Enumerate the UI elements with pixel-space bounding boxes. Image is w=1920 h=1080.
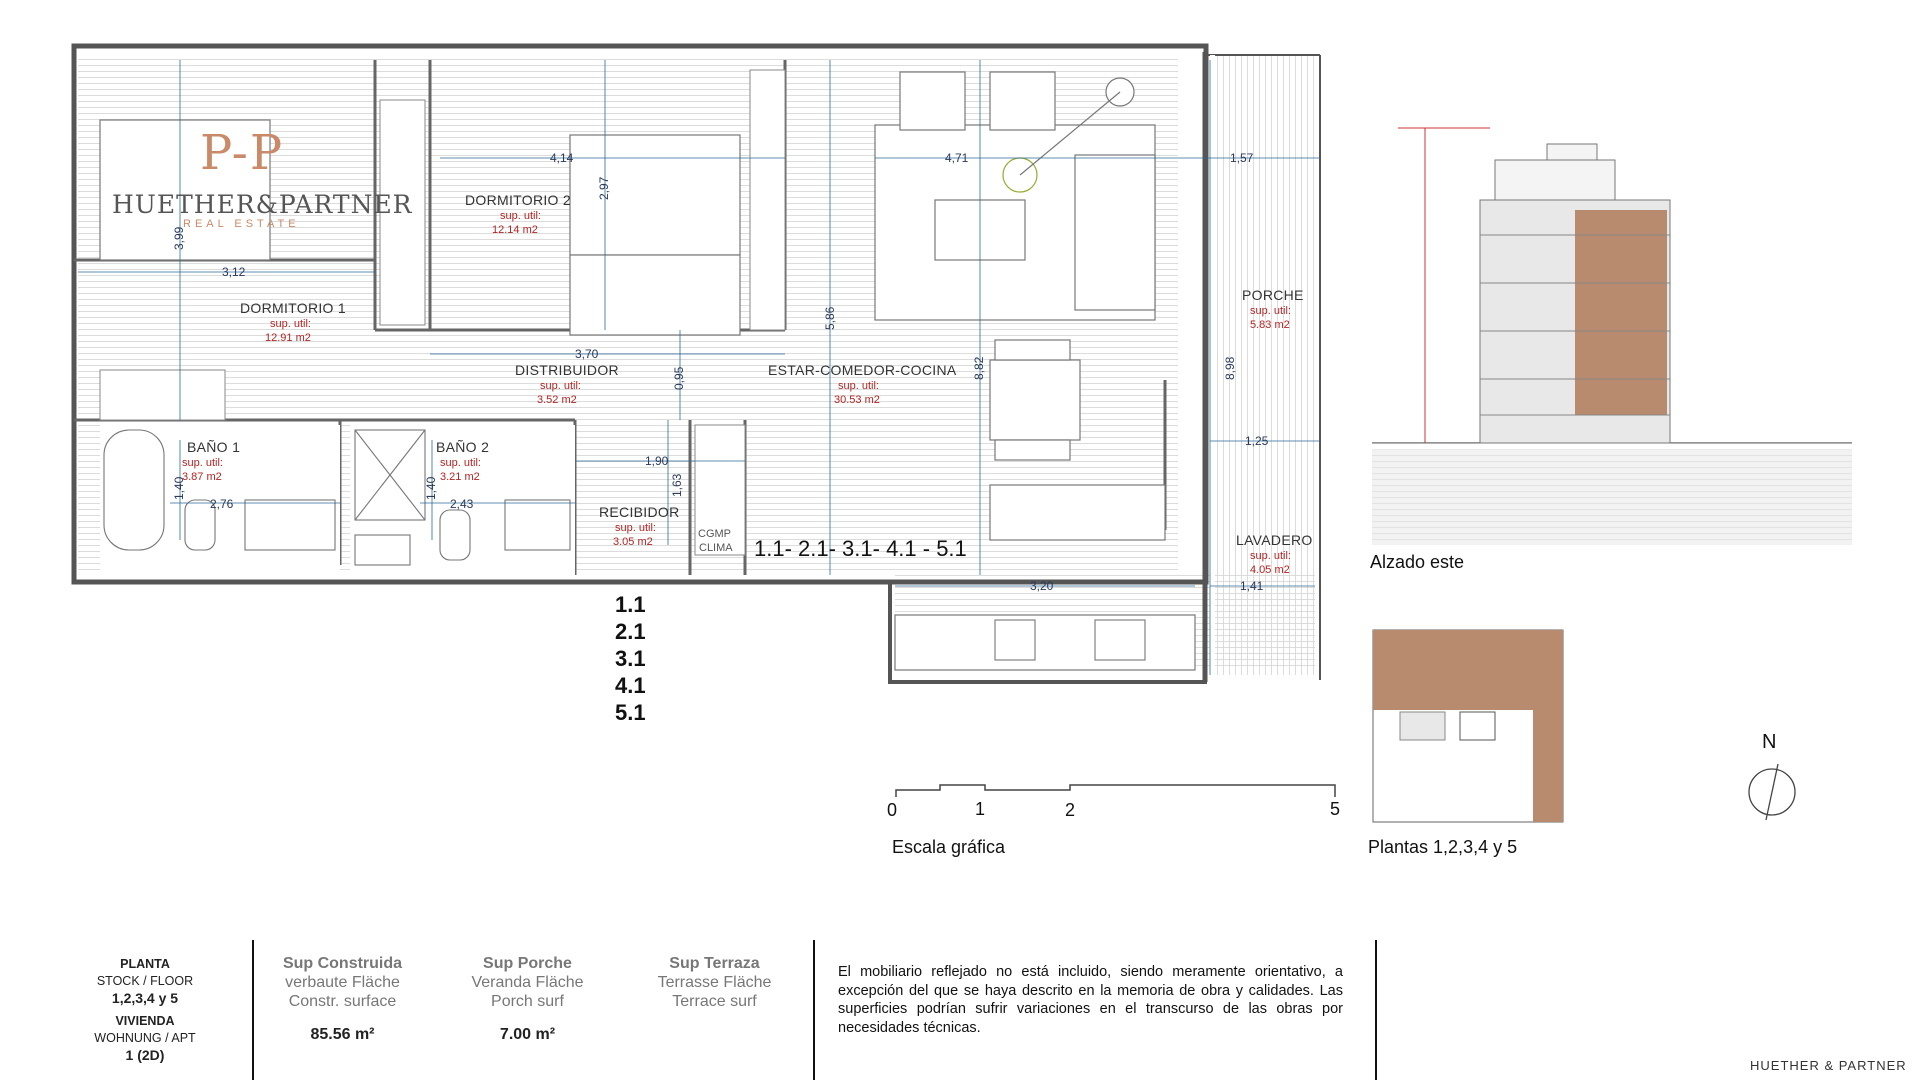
room-label-dorm2: sup. util: xyxy=(500,210,541,222)
vivienda-sub: WOHNUNG / APT xyxy=(94,1031,196,1045)
scale-bar xyxy=(896,785,1335,797)
construida-de: verbaute Fläche xyxy=(285,974,400,991)
dim-label: 8,98 xyxy=(1223,356,1237,380)
room-label-estar: sup. util: xyxy=(838,380,879,392)
room-label-distrib: sup. util: xyxy=(540,380,581,392)
planta-value: 1,2,3,4 y 5 xyxy=(111,990,179,1006)
dim-label: 3,12 xyxy=(222,265,246,279)
dim-label: 0,95 xyxy=(672,366,686,390)
room-area-dorm1: 12.91 m2 xyxy=(265,332,311,344)
dim-label: 4,14 xyxy=(550,151,574,165)
dim-label: 1,63 xyxy=(670,473,684,497)
porche-block xyxy=(455,954,600,1044)
north-arrow-icon xyxy=(1749,764,1795,820)
dim-label: 2,76 xyxy=(210,497,234,511)
dim-label: 1,25 xyxy=(1245,434,1269,448)
scale-tick: 2 xyxy=(1065,800,1076,820)
room-area-bano1: 3.87 m2 xyxy=(182,471,222,483)
apartment-item: 5.1 xyxy=(615,700,646,725)
dim-label: 1,90 xyxy=(645,454,669,468)
disclaimer-note: El mobiliario reflejado no está incluido, siendo meramente orientativo, a excepción del que se haya descrito en la memoria de obra y calidades. Las superficies podrían sufrir variaciones en el transcurso de las obras por necesidades técnicas. xyxy=(838,964,1343,1036)
cgmp-label: CGMP xyxy=(698,528,731,540)
dim-label: 3,99 xyxy=(172,226,186,250)
north-label: N xyxy=(1762,731,1777,753)
vivienda-value: 1 (2D) xyxy=(125,1047,165,1063)
dim-label: 4,71 xyxy=(945,151,969,165)
terraza-en: Terrace surf xyxy=(672,993,757,1010)
logo-tagline: REAL ESTATE xyxy=(183,218,300,230)
porche-en: Porch surf xyxy=(491,993,564,1010)
construida-value: 85.56 m² xyxy=(310,1026,375,1043)
room-name-lavad: LAVADERO xyxy=(1236,532,1313,548)
room-name-bano2: BAÑO 2 xyxy=(436,439,490,455)
dim-label: 1,40 xyxy=(424,476,438,500)
porche-value: 7.00 m² xyxy=(499,1026,556,1043)
apartment-item: 2.1 xyxy=(615,619,646,644)
dim-label: 5,86 xyxy=(823,306,837,330)
room-label-bano1: sup. util: xyxy=(182,457,223,469)
room-label-bano2: sup. util: xyxy=(440,457,481,469)
porche-title: Sup Porche xyxy=(483,955,572,972)
room-label-dorm1: sup. util: xyxy=(270,318,311,330)
terraza-de: Terrasse Fläche xyxy=(657,974,772,991)
divider xyxy=(813,940,815,1080)
floors-plan-caption: Plantas 1,2,3,4 y 5 xyxy=(1368,837,1518,857)
dim-label: 2,43 xyxy=(450,497,474,511)
dim-label: 1,57 xyxy=(1230,151,1254,165)
divider xyxy=(1375,940,1377,1080)
dim-label: 3,70 xyxy=(575,347,599,361)
porch-band xyxy=(1210,55,1215,675)
dim-label: 3,20 xyxy=(1030,579,1054,593)
construida-en: Constr. surface xyxy=(288,993,397,1010)
planta-block xyxy=(85,956,205,1064)
terraza-title: Sup Terraza xyxy=(669,955,760,972)
logo-monogram: P-P xyxy=(200,125,285,181)
construida-title: Sup Construida xyxy=(282,955,403,972)
vivienda-title: VIVIENDA xyxy=(115,1014,175,1028)
room-name-recib: RECIBIDOR xyxy=(599,504,680,520)
room-area-bano2: 3.21 m2 xyxy=(440,471,480,483)
apartment-item: 3.1 xyxy=(615,646,646,671)
room-area-estar: 30.53 m2 xyxy=(834,394,880,406)
scale-tick: 0 xyxy=(887,800,898,820)
apartment-item: 1.1 xyxy=(615,592,646,617)
room-name-estar: ESTAR-COMEDOR-COCINA xyxy=(768,362,957,378)
room-name-dorm2: DORMITORIO 2 xyxy=(465,192,572,208)
planta-sub: STOCK / FLOOR xyxy=(96,974,194,988)
room-name-bano1: BAÑO 1 xyxy=(187,439,241,455)
room-label-lavad: sup. util: xyxy=(1250,550,1291,562)
room-area-dorm2: 12.14 m2 xyxy=(492,224,538,236)
room-name-porche: PORCHE xyxy=(1242,287,1304,303)
apartment-codes: 1.1- 2.1- 3.1- 4.1 - 5.1 xyxy=(754,536,967,561)
scale-tick: 5 xyxy=(1330,799,1341,819)
footer-brand: HUETHER & PARTNER xyxy=(1750,1058,1907,1073)
room-area-lavad: 4.05 m2 xyxy=(1250,564,1290,576)
elevation-drawing xyxy=(1372,128,1852,545)
dim-label: 1,41 xyxy=(1240,579,1264,593)
room-label-porche: sup. util: xyxy=(1250,305,1291,317)
room-name-distrib: DISTRIBUIDOR xyxy=(515,362,619,378)
dim-label: 2,97 xyxy=(597,176,611,200)
dim-label: 8,82 xyxy=(972,356,986,380)
scale-tick: 1 xyxy=(975,799,986,819)
divider xyxy=(252,940,254,1080)
room-area-porche: 5.83 m2 xyxy=(1250,319,1290,331)
site-plan-drawing xyxy=(1373,630,1563,822)
construida-block xyxy=(270,954,415,1044)
room-area-distrib: 3.52 m2 xyxy=(537,394,577,406)
apartment-item: 4.1 xyxy=(615,673,646,698)
scale-caption: Escala gráfica xyxy=(892,837,1006,857)
room-area-recib: 3.05 m2 xyxy=(613,536,653,548)
room-name-dorm1: DORMITORIO 1 xyxy=(240,300,347,316)
room-label-recib: sup. util: xyxy=(615,522,656,534)
logo-brand: HUETHER&PARTNER xyxy=(112,190,413,219)
cgmp-label-2: CLIMA xyxy=(699,542,733,554)
porche-de: Veranda Fläche xyxy=(471,974,584,991)
planta-title: PLANTA xyxy=(120,957,170,971)
elevation-caption: Alzado este xyxy=(1370,552,1465,572)
dim-label: 1,40 xyxy=(172,476,186,500)
terraza-block xyxy=(642,954,787,1025)
